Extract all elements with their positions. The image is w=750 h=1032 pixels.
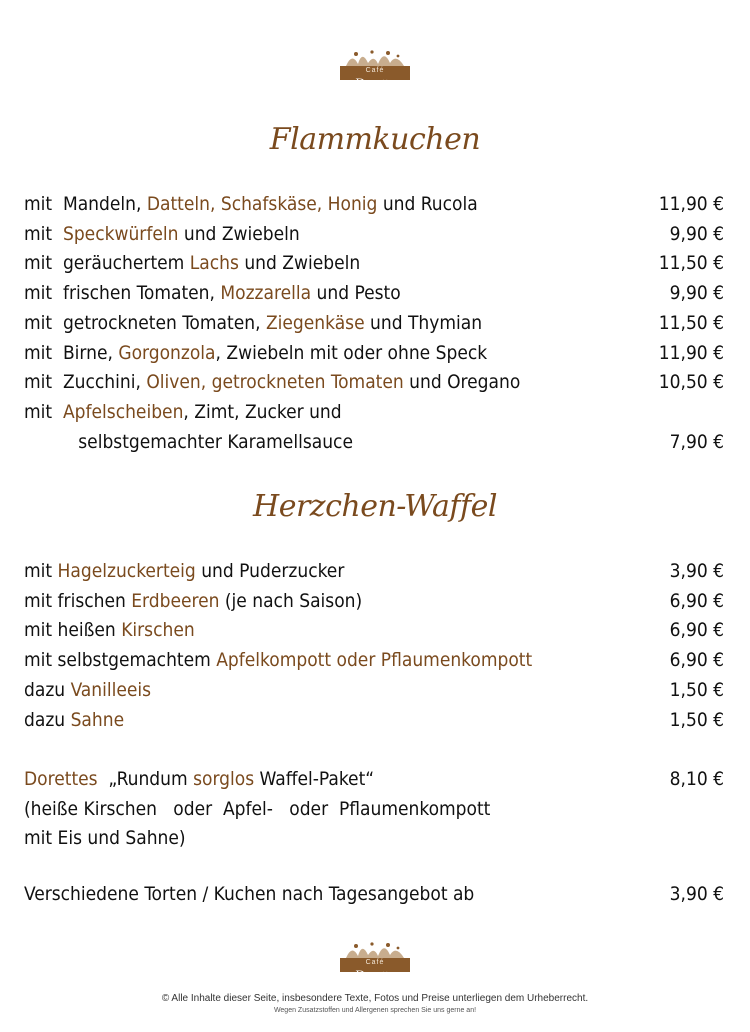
menu-item-price: 1,50 € [669, 708, 724, 731]
menu-item-price: 6,90 € [669, 649, 724, 672]
description-text: mit Zucchini, [24, 371, 147, 394]
highlighted-ingredient: sorglos [193, 768, 255, 790]
menu-item-price: 10,50 € [658, 371, 724, 394]
highlighted-ingredient: Apfelkompott oder Pflaumenkompott [216, 649, 533, 672]
description-text: und Zwiebeln [238, 252, 361, 275]
description-text: dazu [24, 708, 71, 731]
highlighted-ingredient: Apfelscheiben [62, 400, 184, 423]
menu-item [24, 279, 724, 307]
description-text: , Zwiebeln mit oder ohne Speck [215, 341, 488, 364]
menu-item [24, 190, 724, 218]
menu-item [24, 616, 724, 644]
menu-item [24, 824, 724, 852]
highlighted-ingredient: Datteln, Schafskäse, Honig [146, 193, 378, 215]
menu-item-description [24, 220, 300, 248]
menu-item-description [24, 706, 124, 734]
menu-item [24, 795, 724, 823]
menu-item-price: 11,90 € [658, 341, 724, 364]
description-text: und Rucola [377, 193, 478, 215]
menu-item [24, 249, 724, 277]
description-text: „Rundum [97, 768, 194, 790]
allergen-note: Wegen Zusatzstoffen und Allergenen sprechen Sie uns gerne an! [273, 1007, 477, 1014]
description-text: mit Birne, [24, 341, 119, 364]
description-text: selbstgemachter Karamellsauce [24, 430, 353, 453]
menu-item [24, 368, 724, 396]
menu-item [24, 587, 724, 615]
menu-item [24, 398, 724, 426]
floral-art-icon [344, 48, 406, 66]
highlighted-ingredient: Erdbeeren [131, 589, 220, 612]
copyright-text: © Alle Inhalte dieser Seite, insbesondere Texte, Fotos und Preise unterliegen dem Urheberrecht. [161, 993, 589, 1004]
menu-item [24, 220, 724, 248]
description-text: Waffel-Paket“ [254, 768, 375, 790]
menu-item-price: 1,50 € [669, 678, 724, 701]
description-text: mit getrockneten Tomaten, [24, 311, 266, 334]
menu-item-price: 6,90 € [669, 589, 724, 612]
menu-item-price: 8,10 € [669, 768, 724, 790]
menu-item-description [24, 339, 487, 367]
menu-item-price: 11,90 € [658, 193, 724, 215]
logo-small-text: Café [365, 67, 385, 74]
menu-item-description [24, 880, 474, 908]
description-text: mit [24, 222, 63, 245]
floral-art-icon [344, 940, 406, 958]
highlighted-ingredient: Kirschen [121, 619, 195, 642]
menu-item-price: 9,90 € [669, 282, 724, 305]
description-text: und Puderzucker [195, 560, 345, 582]
menu-item-price: 11,50 € [658, 252, 724, 275]
logo-bottom [340, 940, 410, 984]
menu-item [24, 557, 724, 585]
highlighted-ingredient: Speckwürfeln [62, 222, 179, 245]
highlighted-ingredient: Oliven, getrockneten Tomaten [146, 371, 404, 394]
description-text: (heiße Kirschen oder Apfel- oder Pflaumenkompott [24, 797, 491, 820]
menu-item-description [24, 368, 520, 396]
description-text: dazu [24, 678, 71, 701]
menu-item-description [24, 824, 186, 852]
menu-item-description [24, 587, 362, 615]
menu-item-description [24, 190, 478, 218]
menu-item-description [24, 309, 482, 337]
description-text: und Oregano [403, 371, 521, 394]
menu-item-description [24, 646, 532, 674]
highlighted-ingredient: Mozzarella [220, 282, 312, 305]
menu-item-price: 7,90 € [669, 430, 724, 453]
highlighted-ingredient: Gorgonzola [118, 341, 216, 364]
menu-item-price: 9,90 € [669, 222, 724, 245]
description-text: und Zwiebeln [178, 222, 300, 245]
highlighted-ingredient: Ziegenkäse [265, 311, 365, 334]
logo-name: Dorette [355, 75, 395, 90]
menu-item-price: 6,90 € [669, 619, 724, 642]
menu-item-description [24, 616, 195, 644]
description-text: Verschiedene Torten / Kuchen nach Tagesangebot ab [24, 883, 475, 905]
menu-item [24, 339, 724, 367]
section-title-flammkuchen: Flammkuchen [269, 122, 481, 157]
logo-top [340, 48, 410, 92]
menu-item [24, 676, 724, 704]
section-title-waffel: Herzchen-Waffel [253, 489, 497, 524]
menu-item-description [24, 676, 151, 704]
highlighted-ingredient: Sahne [70, 708, 125, 731]
logo-small-text: Café [365, 959, 385, 966]
menu-item [24, 880, 724, 908]
highlighted-ingredient: Vanilleeis [70, 678, 152, 701]
description-text: mit Eis und Sahne) [24, 827, 186, 850]
highlighted-ingredient: Lachs [189, 252, 239, 275]
description-text: mit frischen Tomaten, [24, 282, 221, 305]
menu-item-price: 3,90 € [669, 560, 724, 582]
description-text: mit [24, 560, 58, 582]
description-text: mit selbstgemachtem [24, 649, 217, 672]
description-text: mit heißen [24, 619, 122, 642]
menu-item-description [24, 398, 342, 426]
menu-item [24, 646, 724, 674]
description-text: mit frischen [24, 589, 132, 612]
description-text: mit Mandeln, [24, 193, 147, 215]
menu-item [24, 706, 724, 734]
menu-item-description [24, 765, 374, 793]
highlighted-ingredient: Hagelzuckerteig [57, 560, 196, 582]
menu-item-description [24, 795, 490, 823]
menu-item [24, 428, 724, 456]
menu-item [24, 309, 724, 337]
menu-item-price: 11,50 € [658, 311, 724, 334]
menu-item-description [24, 249, 360, 277]
highlighted-ingredient: Dorettes [24, 768, 98, 790]
menu-item-description [24, 279, 401, 307]
description-text: , Zimt, Zucker und [183, 400, 342, 423]
description-text: mit [24, 400, 63, 423]
description-text: mit geräuchertem [24, 252, 190, 275]
logo-name: Dorette [355, 967, 395, 982]
menu-item-price: 3,90 € [669, 883, 724, 905]
description-text: und Thymian [364, 311, 483, 334]
menu-item-description [24, 428, 353, 456]
menu-item-description [24, 557, 344, 585]
description-text: und Pesto [311, 282, 401, 305]
description-text: (je nach Saison) [219, 589, 363, 612]
menu-item [24, 765, 724, 793]
